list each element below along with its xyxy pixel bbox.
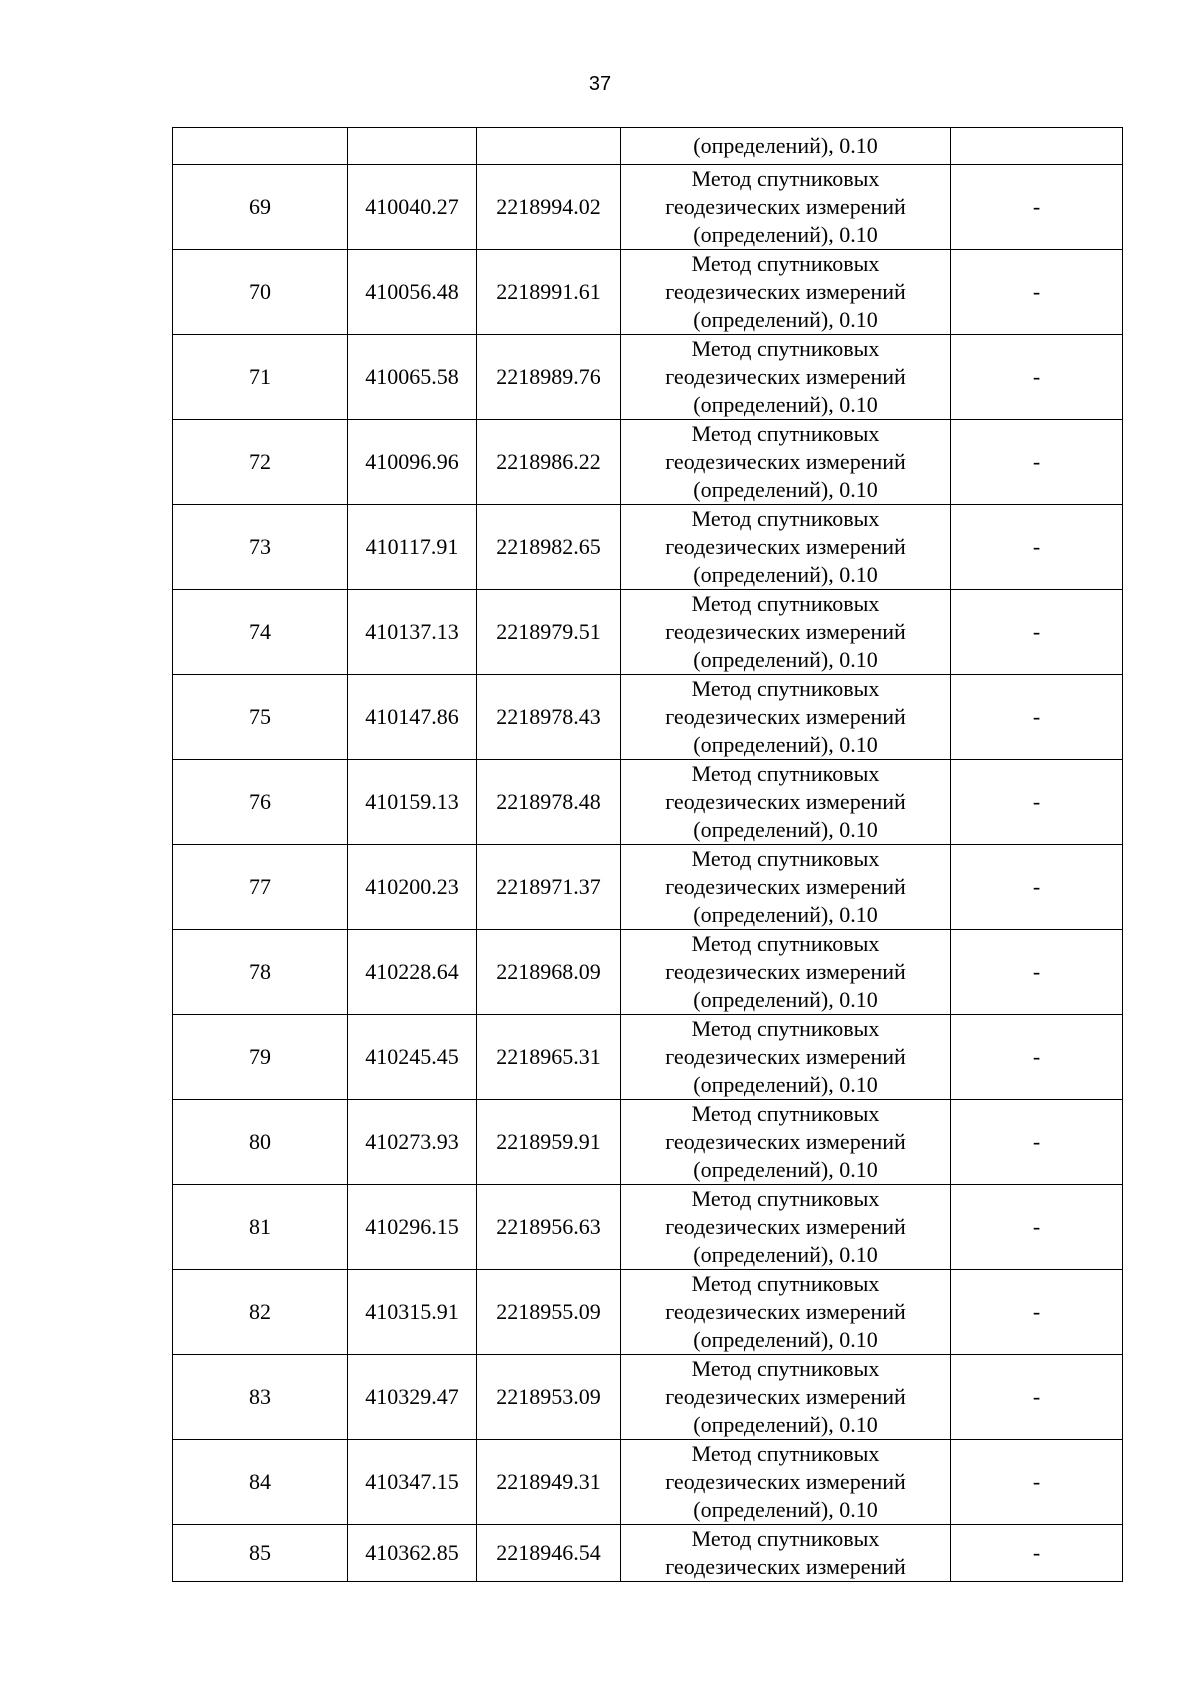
table-row <box>173 590 1123 675</box>
note-cell: - <box>951 1015 1123 1100</box>
table-row <box>173 845 1123 930</box>
note-cell: - <box>951 1185 1123 1270</box>
point-number-cell: 79 <box>173 1015 348 1100</box>
method-line: (определений), 0.10 <box>693 1497 878 1522</box>
x-coordinate-cell <box>348 128 477 165</box>
table-row <box>173 1015 1123 1100</box>
y-coordinate-cell: 2218953.09 <box>477 1355 621 1440</box>
point-number-cell: 84 <box>173 1440 348 1525</box>
point-number-cell <box>173 128 348 165</box>
x-coordinate-cell: 410147.86 <box>348 675 477 760</box>
method-cell <box>621 930 951 1015</box>
note-cell: - <box>951 165 1123 250</box>
point-number-cell: 83 <box>173 1355 348 1440</box>
method-line: (определений), 0.10 <box>693 392 878 417</box>
method-line: (определений), 0.10 <box>693 1242 878 1267</box>
method-line: Метод спутниковых <box>691 166 880 191</box>
x-coordinate-cell: 410315.91 <box>348 1270 477 1355</box>
method-line: Метод спутниковых <box>691 1271 880 1296</box>
x-coordinate-cell: 410245.45 <box>348 1015 477 1100</box>
method-line: геодезических измерений <box>665 1044 906 1069</box>
note-cell: - <box>951 335 1123 420</box>
y-coordinate-cell: 2218949.31 <box>477 1440 621 1525</box>
point-number-cell: 73 <box>173 505 348 590</box>
note-cell: - <box>951 760 1123 845</box>
coordinates-table-body <box>173 128 1123 1582</box>
point-number-cell: 77 <box>173 845 348 930</box>
method-line: геодезических измерений <box>665 619 906 644</box>
y-coordinate-cell: 2218991.61 <box>477 250 621 335</box>
note-cell: - <box>951 1270 1123 1355</box>
x-coordinate-cell: 410228.64 <box>348 930 477 1015</box>
method-line: геодезических измерений <box>665 194 906 219</box>
method-line: (определений), 0.10 <box>693 477 878 502</box>
y-coordinate-cell: 2218986.22 <box>477 420 621 505</box>
method-cell <box>621 335 951 420</box>
point-number-cell: 74 <box>173 590 348 675</box>
method-line: геодезических измерений <box>665 1214 906 1239</box>
method-line: геодезических измерений <box>665 449 906 474</box>
method-line: геодезических измерений <box>665 534 906 559</box>
x-coordinate-cell: 410056.48 <box>348 250 477 335</box>
note-cell: - <box>951 420 1123 505</box>
y-coordinate-cell: 2218965.31 <box>477 1015 621 1100</box>
method-cell <box>621 1100 951 1185</box>
method-line: Метод спутниковых <box>691 1186 880 1211</box>
method-line: геодезических измерений <box>665 1299 906 1324</box>
note-cell: - <box>951 845 1123 930</box>
method-line: (определений), 0.10 <box>693 902 878 927</box>
method-line: (определений), 0.10 <box>693 1327 878 1352</box>
method-cell <box>621 590 951 675</box>
method-line: Метод спутниковых <box>691 846 880 871</box>
method-line: Метод спутниковых <box>691 931 880 956</box>
x-coordinate-cell: 410117.91 <box>348 505 477 590</box>
note-cell: - <box>951 1525 1123 1582</box>
method-cell <box>621 1525 951 1582</box>
method-line: (определений), 0.10 <box>693 1157 878 1182</box>
method-line: (определений), 0.10 <box>693 817 878 842</box>
y-coordinate-cell: 2218959.91 <box>477 1100 621 1185</box>
y-coordinate-cell: 2218946.54 <box>477 1525 621 1582</box>
table-row <box>173 250 1123 335</box>
method-cell <box>621 1440 951 1525</box>
method-line: геодезических измерений <box>665 1129 906 1154</box>
y-coordinate-cell: 2218955.09 <box>477 1270 621 1355</box>
table-row <box>173 675 1123 760</box>
table-row <box>173 1440 1123 1525</box>
method-line: (определений), 0.10 <box>693 307 878 332</box>
method-line: (определений), 0.10 <box>693 1072 878 1097</box>
note-cell: - <box>951 1355 1123 1440</box>
note-cell <box>951 128 1123 165</box>
method-line: геодезических измерений <box>665 1384 906 1409</box>
method-cell <box>621 250 951 335</box>
note-cell: - <box>951 1100 1123 1185</box>
y-coordinate-cell: 2218968.09 <box>477 930 621 1015</box>
method-line: (определений), 0.10 <box>693 987 878 1012</box>
method-line: (определений), 0.10 <box>693 732 878 757</box>
x-coordinate-cell: 410096.96 <box>348 420 477 505</box>
point-number-cell: 80 <box>173 1100 348 1185</box>
point-number-cell: 75 <box>173 675 348 760</box>
method-line: геодезических измерений <box>665 1554 906 1579</box>
method-line: геодезических измерений <box>665 704 906 729</box>
method-cell <box>621 505 951 590</box>
y-coordinate-cell: 2218994.02 <box>477 165 621 250</box>
table-row <box>173 1100 1123 1185</box>
method-line: (определений), 0.10 <box>693 222 878 247</box>
point-number-cell: 78 <box>173 930 348 1015</box>
point-number-cell: 69 <box>173 165 348 250</box>
table-row <box>173 335 1123 420</box>
table-row <box>173 1185 1123 1270</box>
continuation-row <box>173 128 1123 165</box>
method-line: Метод спутниковых <box>691 1101 880 1126</box>
table-row <box>173 1525 1123 1582</box>
table-row <box>173 1355 1123 1440</box>
method-line: Метод спутниковых <box>691 1016 880 1041</box>
note-cell: - <box>951 1440 1123 1525</box>
y-coordinate-cell: 2218956.63 <box>477 1185 621 1270</box>
method-line: геодезических измерений <box>665 959 906 984</box>
x-coordinate-cell: 410200.23 <box>348 845 477 930</box>
method-line: (определений), 0.10 <box>693 647 878 672</box>
x-coordinate-cell: 410329.47 <box>348 1355 477 1440</box>
y-coordinate-cell: 2218979.51 <box>477 590 621 675</box>
method-cell <box>621 1270 951 1355</box>
method-line: Метод спутниковых <box>691 591 880 616</box>
x-coordinate-cell: 410159.13 <box>348 760 477 845</box>
method-cell <box>621 1185 951 1270</box>
y-coordinate-cell: 2218982.65 <box>477 505 621 590</box>
method-line: Метод спутниковых <box>691 251 880 276</box>
method-line: геодезических измерений <box>665 874 906 899</box>
method-line: Метод спутниковых <box>691 676 880 701</box>
method-line: Метод спутниковых <box>691 506 880 531</box>
table-row <box>173 760 1123 845</box>
note-cell: - <box>951 930 1123 1015</box>
point-number-cell: 81 <box>173 1185 348 1270</box>
table-row <box>173 930 1123 1015</box>
table-row <box>173 420 1123 505</box>
method-cell <box>621 845 951 930</box>
method-line: (определений), 0.10 <box>693 562 878 587</box>
point-number-cell: 76 <box>173 760 348 845</box>
y-coordinate-cell: 2218978.43 <box>477 675 621 760</box>
method-cell <box>621 1355 951 1440</box>
x-coordinate-cell: 410065.58 <box>348 335 477 420</box>
y-coordinate-cell: 2218978.48 <box>477 760 621 845</box>
table-row <box>173 505 1123 590</box>
x-coordinate-cell: 410296.15 <box>348 1185 477 1270</box>
method-cell <box>621 760 951 845</box>
point-number-cell: 70 <box>173 250 348 335</box>
method-line: Метод спутниковых <box>691 336 880 361</box>
method-line: (определений), 0.10 <box>693 1412 878 1437</box>
point-number-cell: 72 <box>173 420 348 505</box>
note-cell: - <box>951 675 1123 760</box>
method-line: Метод спутниковых <box>691 1441 880 1466</box>
method-cell <box>621 420 951 505</box>
method-line: Метод спутниковых <box>691 761 880 786</box>
x-coordinate-cell: 410137.13 <box>348 590 477 675</box>
table-row <box>173 1270 1123 1355</box>
method-line: геодезических измерений <box>665 364 906 389</box>
method-line: Метод спутниковых <box>691 421 880 446</box>
method-line: геодезических измерений <box>665 1469 906 1494</box>
coordinates-table <box>172 127 1123 1582</box>
x-coordinate-cell: 410040.27 <box>348 165 477 250</box>
method-cell: (определений), 0.10 <box>621 128 951 165</box>
method-line: геодезических измерений <box>665 279 906 304</box>
method-cell <box>621 165 951 250</box>
method-line: Метод спутниковых <box>691 1526 880 1551</box>
page-number: 37 <box>588 73 612 95</box>
method-line: Метод спутниковых <box>691 1356 880 1381</box>
note-cell: - <box>951 590 1123 675</box>
table-row <box>173 165 1123 250</box>
point-number-cell: 82 <box>173 1270 348 1355</box>
x-coordinate-cell: 410347.15 <box>348 1440 477 1525</box>
point-number-cell: 71 <box>173 335 348 420</box>
note-cell: - <box>951 250 1123 335</box>
x-coordinate-cell: 410273.93 <box>348 1100 477 1185</box>
x-coordinate-cell: 410362.85 <box>348 1525 477 1582</box>
note-cell: - <box>951 505 1123 590</box>
method-cell <box>621 1015 951 1100</box>
method-line: геодезических измерений <box>665 789 906 814</box>
point-number-cell: 85 <box>173 1525 348 1582</box>
y-coordinate-cell <box>477 128 621 165</box>
y-coordinate-cell: 2218989.76 <box>477 335 621 420</box>
method-cell <box>621 675 951 760</box>
y-coordinate-cell: 2218971.37 <box>477 845 621 930</box>
